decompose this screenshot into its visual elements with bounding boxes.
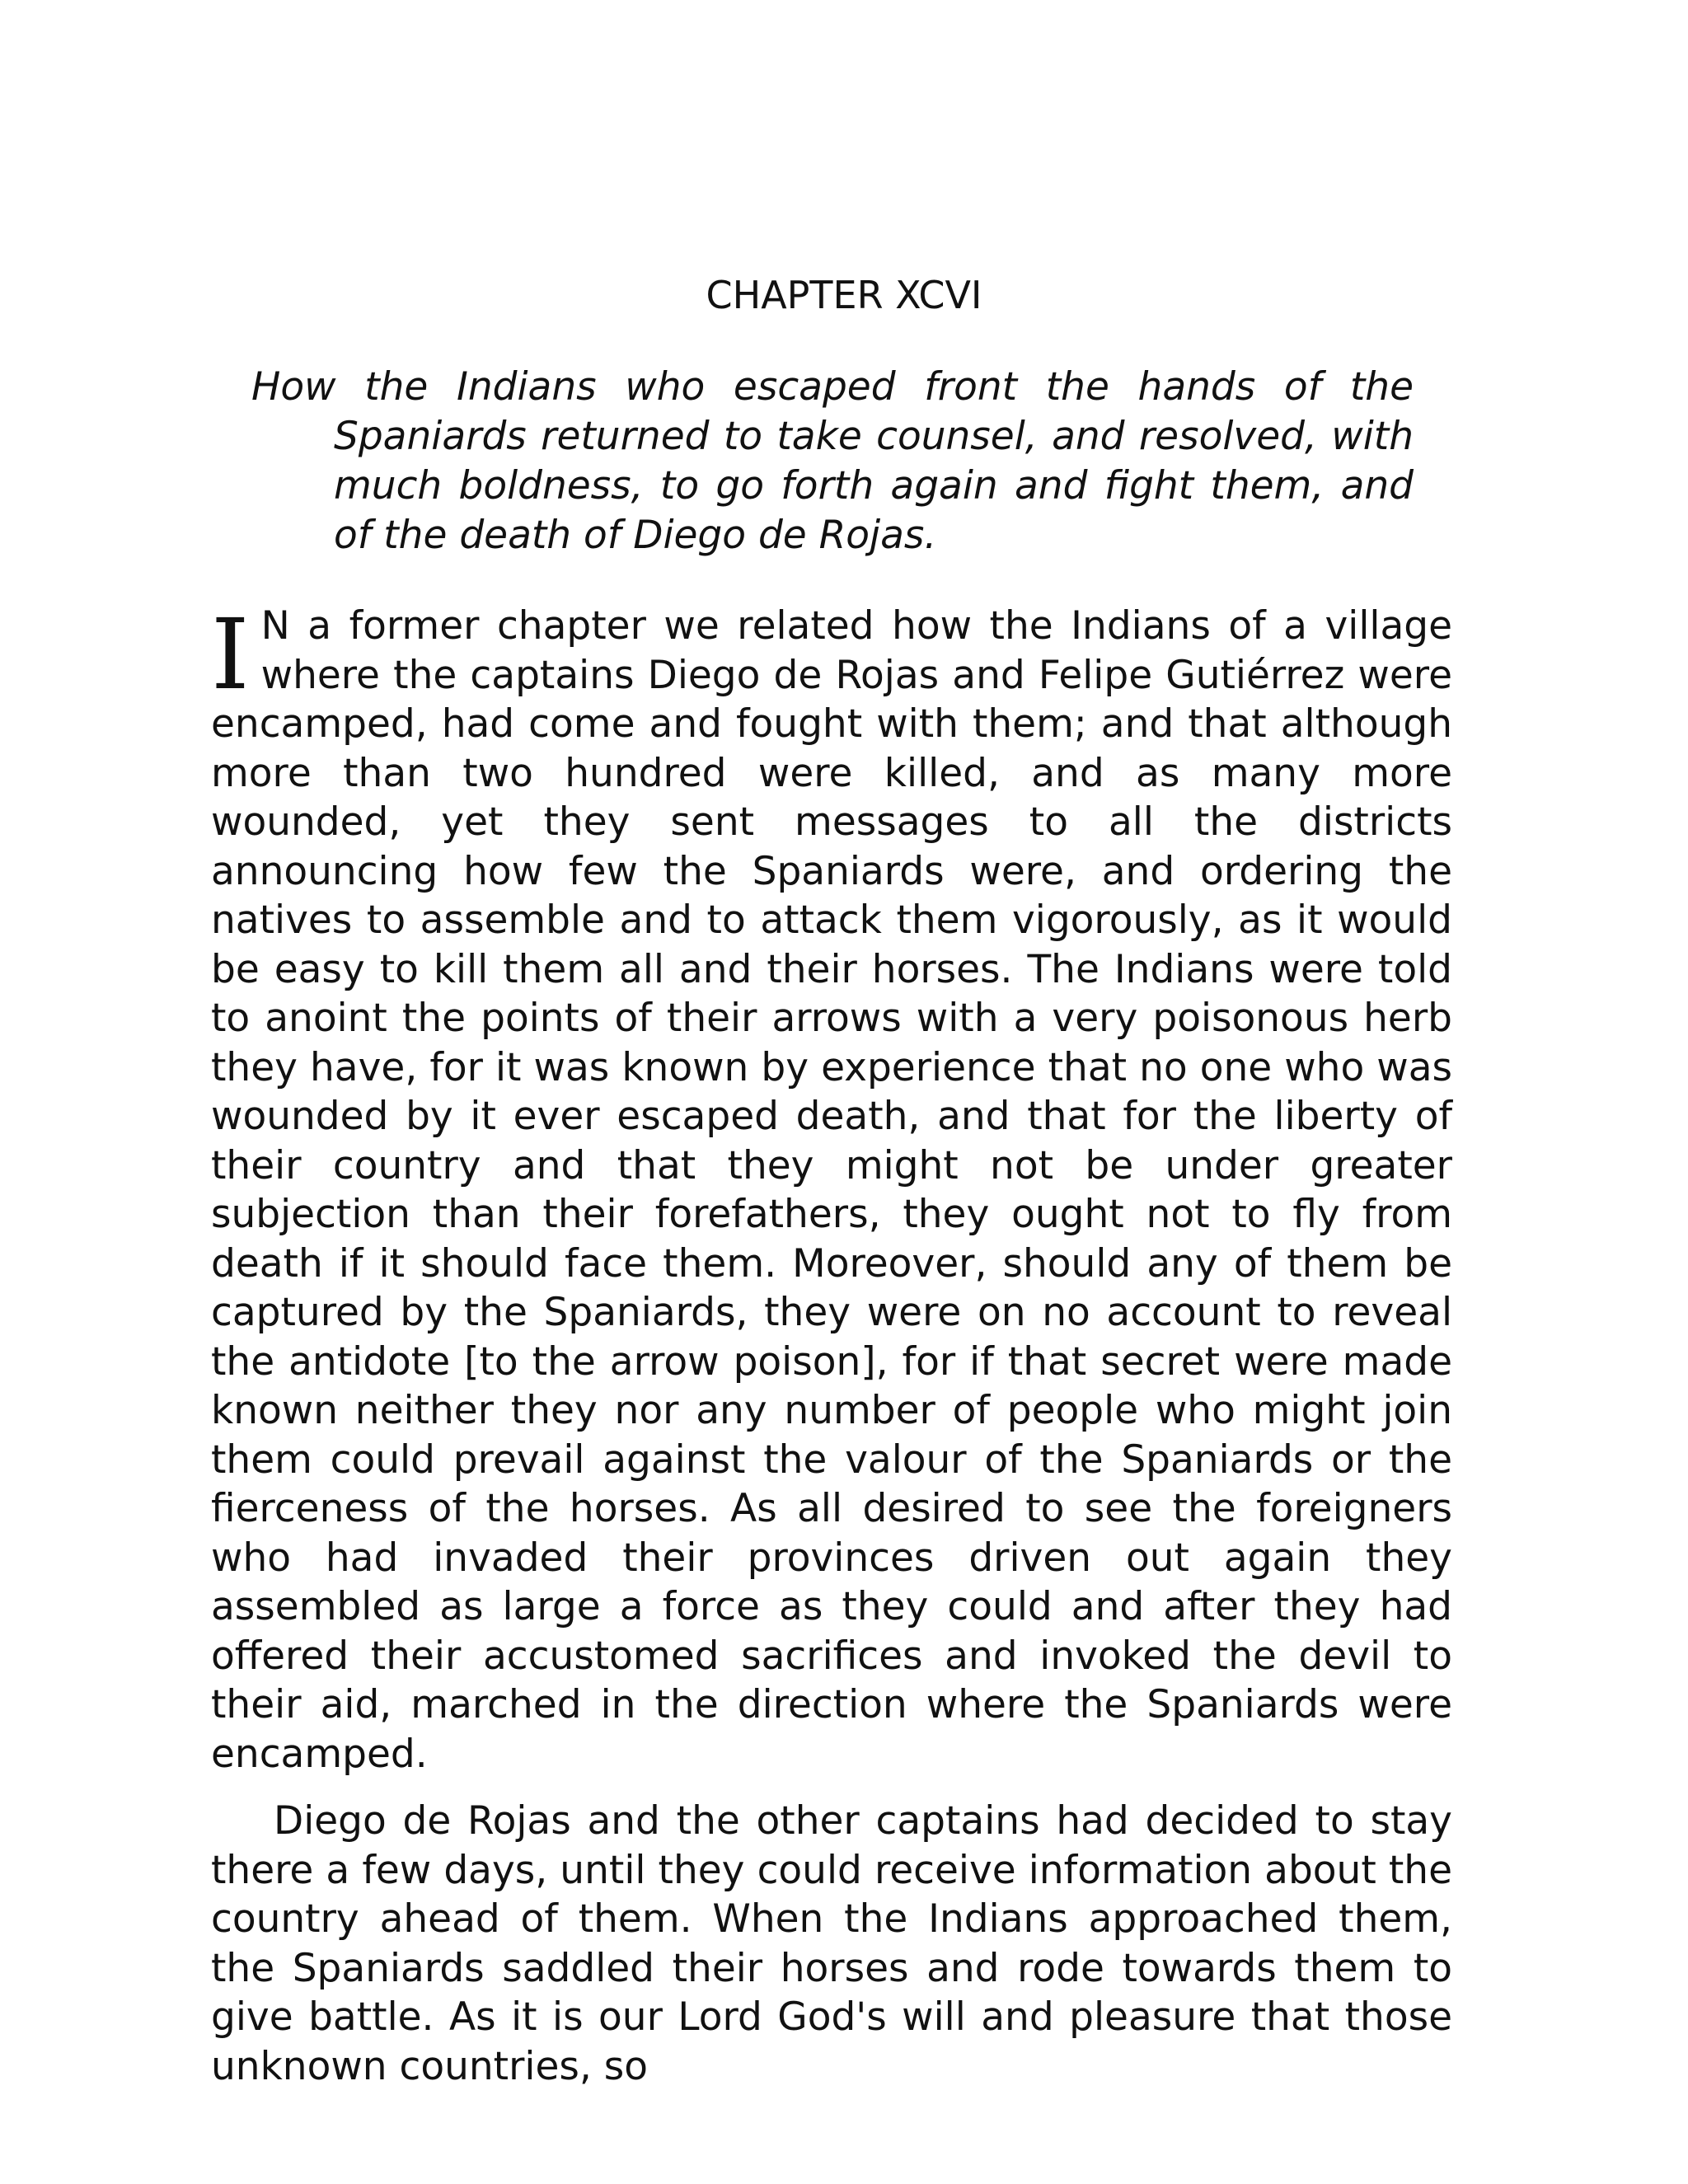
paragraph-1-text: N a former chapter we related how the Indians of a village where the captains Diego de Rojas and Felipe Gutiérrez were encamped, had come and fought with them; and that although more than two hundred were killed, and as many more wounded, yet they sent messages to all the districts announcing how few the Spaniards were, and ordering the natives to assemble and to attack them vigorously, as it would be easy to kill them all and their horses. The Indians were told to anoint the points of their arrows with a very poisonous herb they have, for it was known by experience that no one who was wounded by it ever escaped death, and that for the liberty of their country and that they might not be under greater subjection than their forefathers, they ought not to fly from death if it should face them. Moreover, should any of them be captured by the Spaniards, they were on no account to reveal the antidote [to the arrow poison], for if that secret were made known neither they nor any number of people who might join them could prevail against the valour of the Spaniards or the fierceness of the horses. As all desired to see the foreigners who had invaded their provinces driven out again they assembled as large a force as they could and after they had offered their accustomed sacrifices and invoked the devil to their aid, marched in the direction where the Spaniards were encamped. bbox=[211, 603, 1452, 1777]
paragraph-1 bbox=[211, 598, 1452, 1779]
chapter-summary: How the Indians who escaped front the hands of the Spaniards returned to take counsel, and resolved, with much boldness, to go forth again and fight them, and of the death of Diego de Rojas. bbox=[251, 364, 1414, 558]
chapter-heading: CHAPTER XCVI bbox=[706, 273, 982, 317]
paragraph-2: Diego de Rojas and the other captains had decided to stay there a few days, until they could receive information about the country ahead of them. When the Indians approached them, the Spaniards saddled their horses and rode towards them to give battle. As it is our Lord God's will and pleasure that those unknown countries, so bbox=[211, 1798, 1452, 2089]
chapter-body bbox=[211, 598, 1452, 2109]
drop-cap: I bbox=[211, 598, 250, 711]
